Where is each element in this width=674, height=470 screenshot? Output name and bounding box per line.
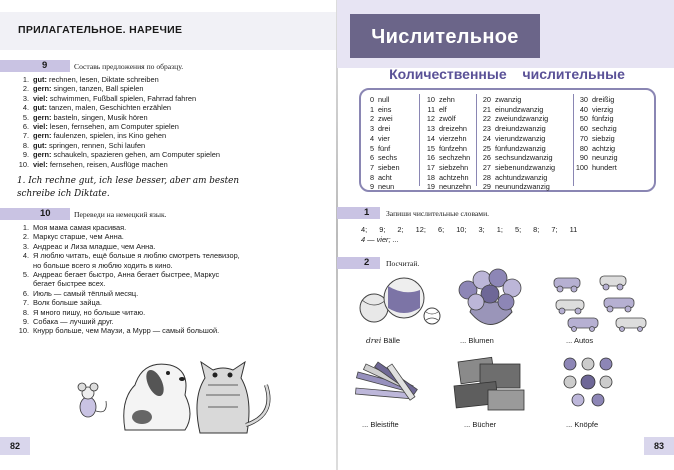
- number-digit: 13: [426, 124, 435, 134]
- flowers-picture: [452, 262, 530, 332]
- number-row: [478, 134, 555, 144]
- number-digit: 22: [482, 114, 491, 124]
- number-row: [478, 182, 555, 192]
- exercise-1-title: Запиши числительные словами.: [386, 209, 490, 218]
- number-digit: 18: [426, 172, 435, 182]
- number-digit: 70: [579, 133, 588, 143]
- number-word: null: [378, 95, 390, 104]
- caption-buttons-prefix: ...: [566, 420, 573, 429]
- item-text: schwimmen, Fußball spielen, Fahrrad fahren: [49, 93, 197, 103]
- exercise-9-list: [17, 75, 220, 169]
- number-digit: 10: [426, 95, 435, 104]
- number-digit: 80: [579, 143, 588, 153]
- number-word: drei: [378, 124, 391, 134]
- number-row: [575, 134, 618, 144]
- number-digit: 24: [482, 133, 491, 143]
- number-digit: 60: [579, 124, 588, 134]
- number-digit: 17: [426, 162, 435, 172]
- item-text: faulenzen, spielen, ins Kino gehen: [53, 131, 167, 141]
- number-row: [575, 105, 618, 115]
- mouse-illustration: [78, 383, 106, 417]
- number-digit: 27: [482, 162, 491, 172]
- number-digit: 6: [369, 153, 374, 163]
- number-word: fünfzehn: [439, 143, 467, 153]
- number-digit: 25: [482, 143, 491, 153]
- exercise-10-item: [17, 223, 240, 232]
- number-digit: 14: [426, 133, 435, 143]
- number-word: sieben: [378, 162, 400, 172]
- number-row: [575, 124, 618, 134]
- number-digit: 29: [482, 182, 491, 192]
- exercise-1-bar: [337, 207, 380, 219]
- right-page-header: Числительное: [371, 26, 519, 48]
- number-row: [422, 95, 471, 105]
- caption-cars-prefix: ...: [566, 336, 573, 345]
- number-digit: 2: [369, 114, 374, 124]
- item-text: fernsehen, reisen, Ausflüge machen: [49, 159, 168, 169]
- number-word: neunzig: [592, 153, 618, 163]
- pencils-picture: [352, 358, 438, 412]
- caption-books-word: Bücher: [472, 420, 497, 429]
- number-row: [364, 114, 400, 124]
- item-text: Андреас бегает быстро, Анна бегает быстрее, Маркус: [33, 270, 220, 280]
- item-text: singen, tanzen, Ball spielen: [53, 84, 144, 94]
- number-word: sechsundzwanzig: [495, 153, 553, 163]
- item-keyword: gern:: [33, 150, 52, 160]
- number-row: [478, 144, 555, 154]
- left-page-header: ПРИЛАГАТЕЛЬНОЕ. НАРЕЧИЕ: [18, 24, 183, 36]
- exercise-9-item: [17, 160, 220, 169]
- page-number-right: 83: [644, 437, 674, 455]
- handwritten-example: [17, 175, 239, 201]
- number-word: elf: [439, 104, 447, 114]
- item-number: 9.: [22, 317, 29, 327]
- item-number: 2.: [22, 232, 29, 242]
- number-row: [422, 144, 471, 154]
- number-row: [575, 163, 618, 173]
- numbers-column-1: [364, 95, 400, 192]
- exercise-10-item: [17, 261, 240, 270]
- item-text: schaukeln, spazieren gehen, am Computer spielen: [53, 150, 220, 160]
- number-word: siebzig: [592, 133, 615, 143]
- item-number: 5.: [22, 112, 29, 122]
- item-keyword: gut:: [33, 103, 47, 113]
- number-row: [364, 182, 400, 192]
- number-word: vierundzwanzig: [495, 133, 546, 143]
- number-word: zehn: [439, 95, 455, 104]
- item-number: 4.: [22, 103, 29, 113]
- books-picture: [450, 356, 530, 414]
- caption-pencils-prefix: ...: [362, 420, 369, 429]
- number-word: zwanzig: [495, 95, 522, 104]
- number-row: [364, 124, 400, 134]
- exercise-9-item: [17, 131, 220, 140]
- item-keyword: viel:: [33, 159, 48, 169]
- number-word: eins: [378, 104, 392, 114]
- exercise-9-bar: [0, 60, 70, 72]
- item-keyword: gut:: [33, 75, 47, 84]
- balls-picture: [352, 270, 444, 330]
- exercise-1-numbers: 4; 9; 2; 12; 6; 10; 3; 1; 5; 8; 7; 11: [361, 225, 578, 234]
- item-text: rechnen, lesen, Diktate schreiben: [49, 75, 159, 84]
- number-word: neunundzwanzig: [495, 182, 550, 192]
- item-text: но больше всего я люблю ходить в кино.: [33, 260, 173, 270]
- item-keyword: viel:: [33, 93, 48, 103]
- number-digit: 19: [426, 182, 435, 192]
- exercise-9-number: 9: [42, 60, 48, 71]
- caption-buttons: [566, 420, 598, 429]
- number-digit: 1: [369, 104, 374, 114]
- cars-picture: [550, 270, 660, 332]
- number-word: siebenundzwanzig: [495, 162, 556, 172]
- number-word: fünfzig: [592, 114, 614, 124]
- number-word: hundert: [592, 162, 617, 172]
- caption-flowers-prefix: ...: [460, 336, 467, 345]
- exercise-10-item: [17, 270, 240, 279]
- item-keyword: gern:: [33, 84, 52, 94]
- number-word: vierzehn: [439, 133, 467, 143]
- table-divider: [573, 94, 574, 186]
- number-digit: 11: [427, 104, 435, 114]
- number-row: [422, 105, 471, 115]
- caption-balls-prefix: drei: [366, 336, 382, 345]
- item-text: basteln, singen, Musik hören: [53, 112, 148, 122]
- exercise-9-item: [17, 94, 220, 103]
- numbers-column-3: [478, 95, 555, 192]
- number-word: sechzig: [592, 124, 617, 134]
- item-text: Собака — лучший друг.: [33, 317, 114, 327]
- item-number: 3.: [22, 93, 29, 103]
- number-word: vier: [378, 133, 390, 143]
- item-number: 3.: [22, 241, 29, 251]
- number-row: [422, 163, 471, 173]
- number-digit: 28: [482, 172, 491, 182]
- number-row: [422, 182, 471, 192]
- item-number: 4.: [22, 251, 29, 261]
- number-digit: 15: [426, 143, 435, 153]
- caption-flowers: [460, 336, 494, 345]
- number-word: siebzehn: [439, 162, 469, 172]
- dog-illustration: [124, 364, 190, 430]
- number-row: [422, 134, 471, 144]
- caption-books-prefix: ...: [464, 420, 471, 429]
- number-word: einundzwanzig: [495, 104, 544, 114]
- cat-illustration: [197, 362, 269, 433]
- number-row: [364, 144, 400, 154]
- number-row: [364, 105, 400, 115]
- numbers-column-2: [422, 95, 471, 192]
- number-word: acht: [378, 172, 392, 182]
- number-row: [478, 124, 555, 134]
- book-spine: [336, 0, 338, 470]
- exercise-10-title: Переведи на немецкий язык.: [74, 210, 167, 219]
- section-subtitle: Количественные числительные: [389, 66, 625, 82]
- item-text: Маркус старше, чем Анна.: [33, 232, 124, 242]
- exercise-10-item: [17, 251, 240, 260]
- item-text: Кнурр больше, чем Маузи, а Мурр — самый большой.: [33, 326, 220, 336]
- caption-buttons-word: Knöpfe: [574, 420, 599, 429]
- item-text: Июль — самый тёплый месяц.: [33, 288, 139, 298]
- exercise-9-item: [17, 75, 220, 84]
- caption-books: [464, 420, 496, 429]
- number-row: [478, 114, 555, 124]
- exercise-10-item: [17, 289, 240, 298]
- number-word: dreißig: [592, 95, 615, 104]
- number-digit: 26: [482, 153, 491, 163]
- number-row: [478, 95, 555, 105]
- number-row: [364, 95, 400, 105]
- exercise-2-title: Посчитай.: [386, 259, 420, 268]
- number-row: [364, 153, 400, 163]
- exercise-9-item: [17, 141, 220, 150]
- number-word: fünfundzwanzig: [495, 143, 546, 153]
- number-row: [364, 173, 400, 183]
- number-row: [575, 144, 618, 154]
- caption-flowers-word: Blumen: [468, 336, 494, 345]
- exercise-10-item: [17, 308, 240, 317]
- number-word: neunzehn: [439, 182, 472, 192]
- number-digit: 23: [482, 124, 491, 134]
- number-digit: 20: [482, 95, 491, 104]
- number-word: achtzehn: [439, 172, 469, 182]
- exercise-10-item: [17, 317, 240, 326]
- item-number: 7.: [22, 131, 29, 141]
- item-number: 8.: [22, 307, 29, 317]
- exercise-9-item: [17, 103, 220, 112]
- number-digit: 100: [575, 162, 588, 172]
- exercise-9-title: Составь предложения по образцу.: [74, 62, 184, 71]
- item-number: 10.: [18, 326, 29, 336]
- number-row: [364, 134, 400, 144]
- exercise-10-item: [17, 298, 240, 307]
- number-digit: 90: [579, 153, 588, 163]
- animals-illustration: [70, 345, 300, 435]
- number-word: dreizehn: [439, 124, 467, 134]
- item-number: 1.: [22, 75, 29, 84]
- number-digit: 5: [369, 143, 374, 153]
- number-word: zwölf: [439, 114, 456, 124]
- item-text: Моя мама самая красивая.: [33, 223, 127, 232]
- buttons-picture: [560, 356, 620, 412]
- handwritten-line-2: schreibe ich Diktate.: [17, 189, 110, 199]
- caption-cars: [566, 336, 593, 345]
- exercise-10-item: [17, 232, 240, 241]
- item-keyword: gern:: [33, 112, 52, 122]
- number-word: sechzehn: [439, 153, 471, 163]
- exercise-10-item: [17, 326, 240, 335]
- exercise-2-bar: [337, 257, 380, 269]
- exercise-1-example: 4 — vier; ...: [361, 235, 399, 244]
- item-number: 1.: [22, 223, 29, 232]
- item-keyword: viel:: [33, 122, 48, 132]
- number-row: [364, 163, 400, 173]
- number-row: [478, 163, 555, 173]
- number-row: [575, 114, 618, 124]
- exercise-9-item: [17, 84, 220, 93]
- number-row: [575, 95, 618, 105]
- number-digit: 12: [426, 114, 435, 124]
- numbers-column-4: [575, 95, 618, 173]
- table-divider: [476, 94, 477, 186]
- number-word: achtundzwanzig: [495, 172, 548, 182]
- item-text: Волк больше зайца.: [33, 298, 102, 308]
- number-row: [422, 173, 471, 183]
- item-number: 2.: [22, 84, 29, 94]
- item-number: 9.: [22, 150, 29, 160]
- item-number: 5.: [22, 270, 29, 280]
- item-text: Я люблю читать, ещё больше я люблю смотреть телевизор,: [33, 251, 240, 261]
- number-row: [422, 153, 471, 163]
- exercise-10-number: 10: [40, 208, 51, 219]
- number-word: dreiundzwanzig: [495, 124, 546, 134]
- exercise-10-list: [17, 223, 240, 336]
- number-word: zwei: [378, 114, 393, 124]
- number-digit: 4: [369, 133, 374, 143]
- number-row: [422, 114, 471, 124]
- caption-pencils-word: Bleistifte: [370, 420, 399, 429]
- exercise-9-item: [17, 113, 220, 122]
- number-digit: 40: [579, 104, 588, 114]
- number-word: vierzig: [592, 104, 614, 114]
- item-keyword: gern:: [33, 131, 52, 141]
- number-word: sechs: [378, 153, 398, 163]
- number-word: fünf: [378, 143, 391, 153]
- item-number: 10.: [18, 159, 29, 169]
- item-number: 6.: [22, 122, 29, 132]
- number-word: neun: [378, 182, 395, 192]
- handwritten-line-1: 1. Ich rechne gut, ich lese besser, aber am besten: [17, 176, 240, 186]
- number-row: [478, 173, 555, 183]
- exercise-1-number: 1: [364, 207, 370, 218]
- exercise-10-item: [17, 279, 240, 288]
- number-digit: 0: [369, 95, 374, 104]
- number-row: [478, 153, 555, 163]
- caption-cars-word: Autos: [573, 336, 594, 345]
- number-word: zweiundzwanzig: [495, 114, 549, 124]
- item-keyword: gut:: [33, 140, 47, 150]
- number-digit: 8: [369, 172, 374, 182]
- exercise-2-number: 2: [364, 257, 370, 268]
- exercise-9-item: [17, 150, 220, 159]
- exercise-10-item: [17, 242, 240, 251]
- item-number: 6.: [22, 288, 29, 298]
- number-digit: 30: [579, 95, 588, 104]
- number-row: [478, 105, 555, 115]
- item-number: 7.: [22, 298, 29, 308]
- caption-pencils: [362, 420, 399, 429]
- item-number: 8.: [22, 140, 29, 150]
- item-text: lesen, fernsehen, am Computer spielen: [49, 122, 179, 132]
- item-text: Я много пишу, но больше читаю.: [33, 307, 146, 317]
- number-word: achtzig: [592, 143, 616, 153]
- number-digit: 21: [482, 104, 491, 114]
- caption-balls: [366, 336, 400, 345]
- item-text: tanzen, malen, Geschichten erzählen: [49, 103, 172, 113]
- number-row: [575, 153, 618, 163]
- page-number-left: 82: [0, 437, 30, 455]
- number-digit: 3: [369, 124, 374, 134]
- caption-balls-word: Bälle: [383, 336, 401, 345]
- exercise-9-item: [17, 122, 220, 131]
- number-row: [422, 124, 471, 134]
- item-text: бегает быстрее всех.: [33, 279, 106, 289]
- number-digit: 7: [369, 162, 374, 172]
- item-text: Андреас и Лиза младше, чем Анна.: [33, 241, 156, 251]
- exercise-10-bar: [0, 208, 70, 220]
- table-divider: [419, 94, 420, 186]
- number-digit: 16: [426, 153, 435, 163]
- item-text: springen, rennen, Schi laufen: [49, 140, 146, 150]
- number-digit: 50: [579, 114, 588, 124]
- number-digit: 9: [369, 182, 374, 192]
